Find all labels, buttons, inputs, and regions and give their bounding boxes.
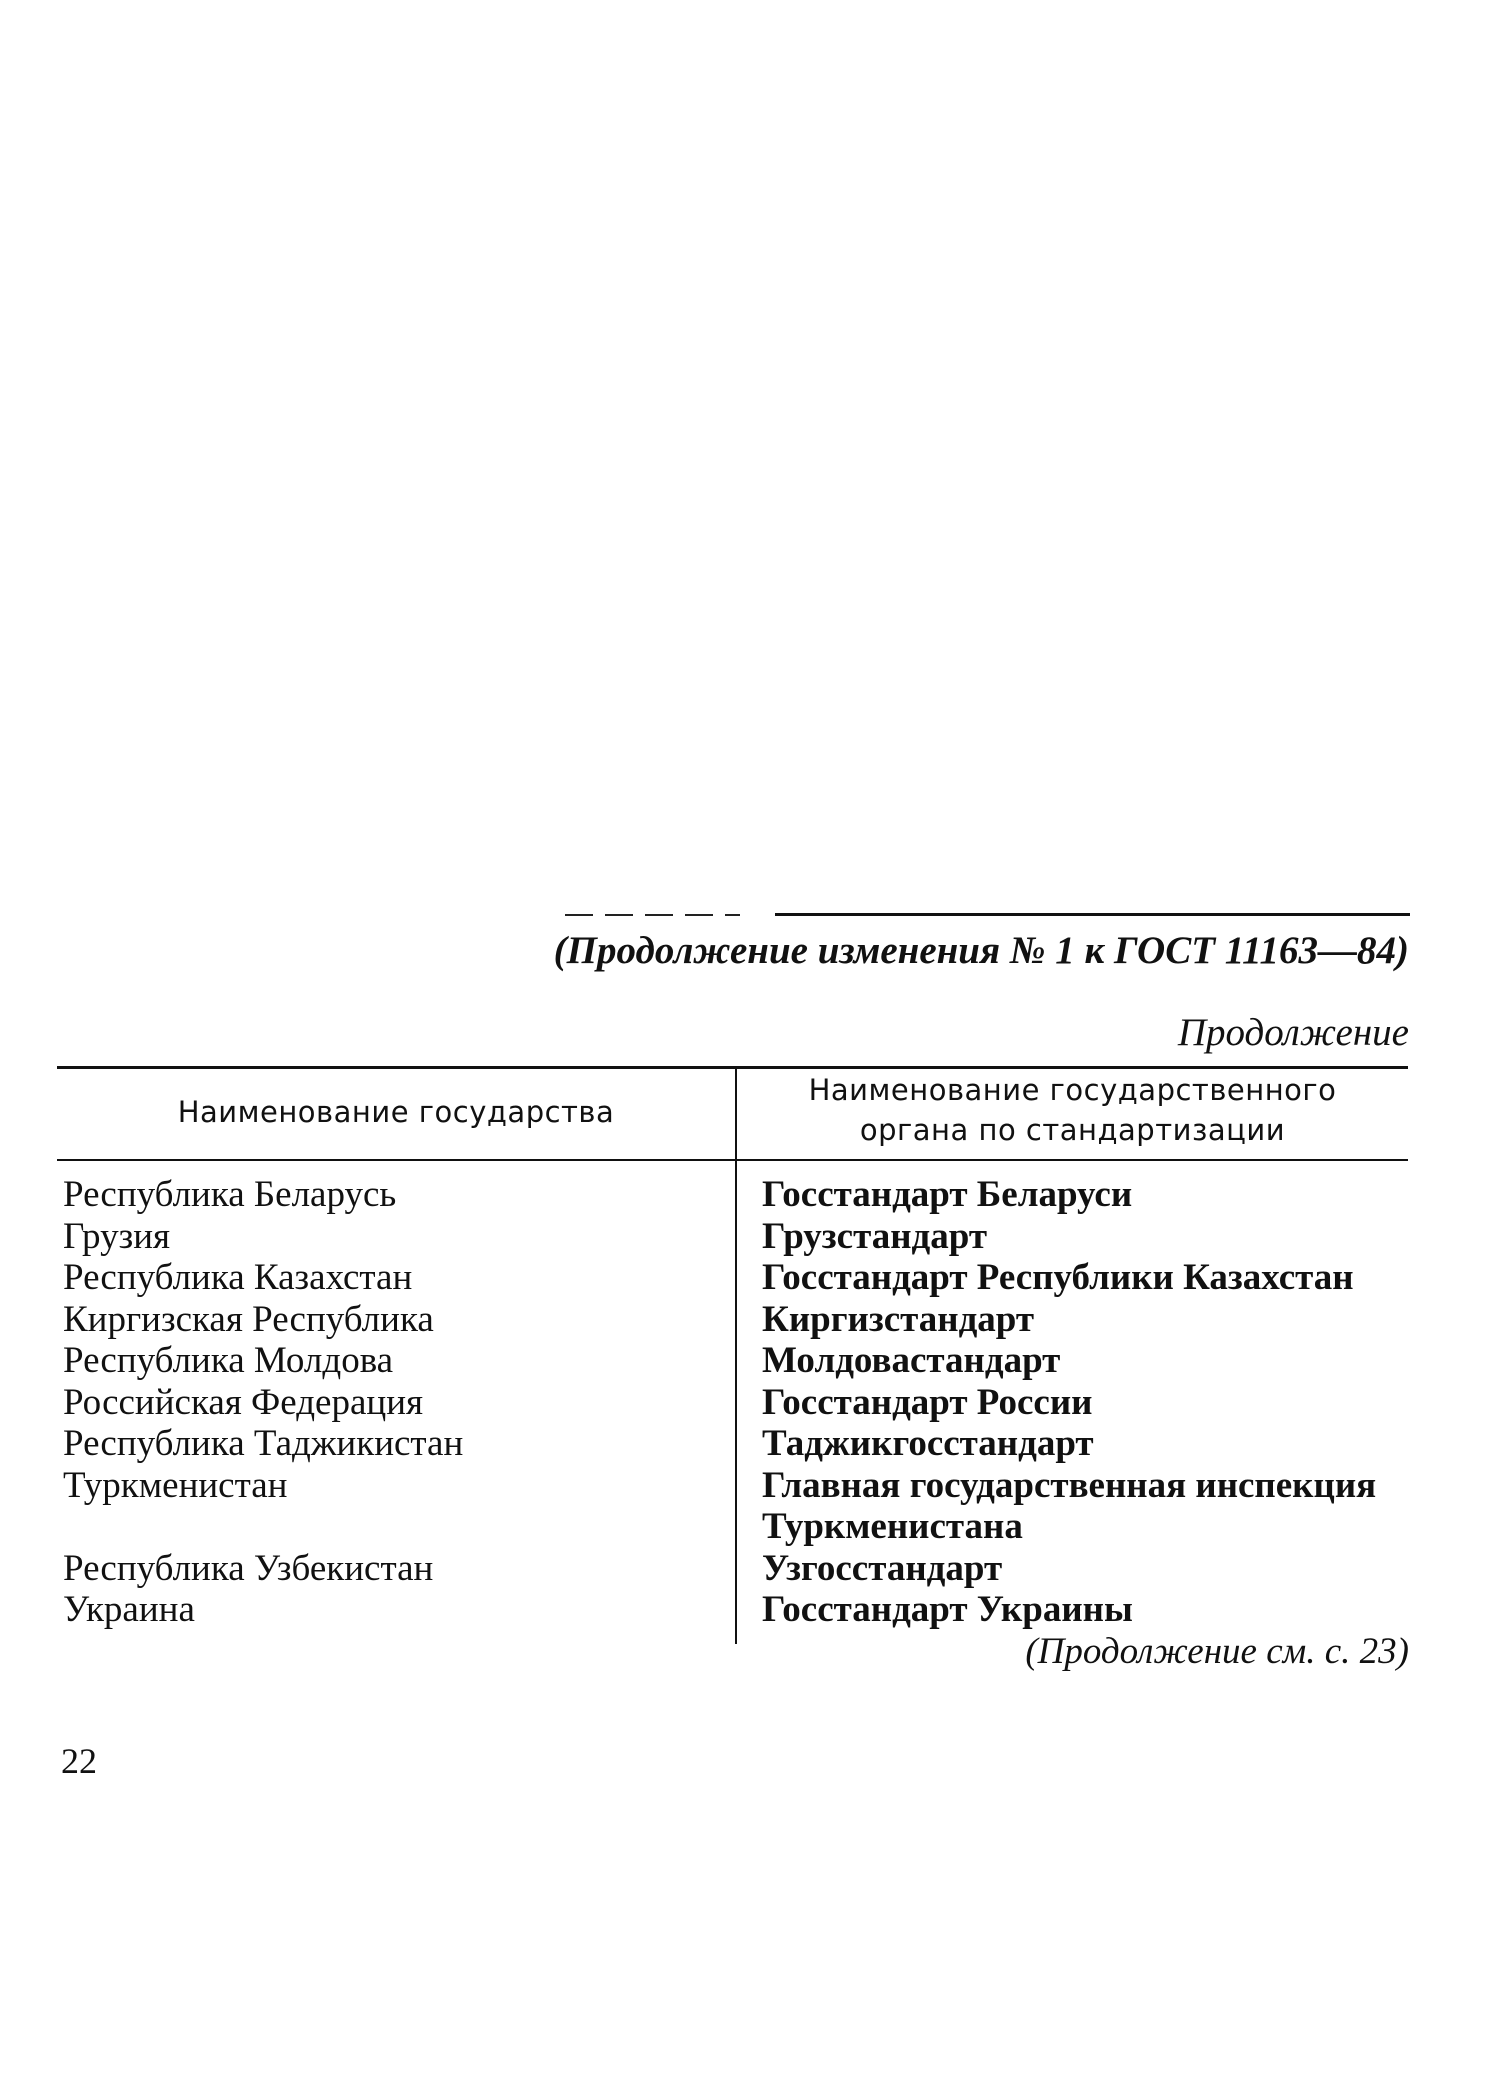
standards-body-column [762, 1174, 1412, 1631]
body-line: Госстандарт Украины [762, 1589, 1133, 1630]
body-line: Госстандарт Республики Казахстан [762, 1257, 1354, 1298]
body-line: Таджикгосстандарт [762, 1423, 1094, 1464]
state-cell: Украина [63, 1589, 195, 1630]
state-cell: Республика Таджикистан [63, 1423, 464, 1464]
body-cell [762, 1382, 1412, 1424]
state-cell: Российская Федерация [63, 1381, 424, 1423]
body-cell [762, 1548, 1412, 1590]
body-line: Главная государственная инспекция [762, 1464, 1377, 1506]
state-cell: Республика Узбекистан [63, 1547, 434, 1589]
table-column-divider [735, 1066, 737, 1644]
body-line: Узгосстандарт [762, 1547, 1003, 1589]
page-number: 22 [61, 1741, 97, 1781]
body-cell [762, 1216, 1412, 1258]
standards-bodies-table [57, 1066, 1408, 1644]
header-line: Наименование государственного [808, 1073, 1337, 1107]
body-cell [762, 1423, 1412, 1465]
header-standards-body [737, 1070, 1408, 1150]
header-line: Наименование государства [177, 1095, 615, 1129]
state-cell: Киргизская Республика [63, 1298, 434, 1340]
body-cell [762, 1174, 1412, 1216]
body-cell [762, 1257, 1412, 1299]
body-line: Госстандарт России [762, 1381, 1093, 1423]
continuation-reference: (Продолжение см. с. 23) [1025, 1631, 1409, 1672]
state-cell: Республика Молдова [63, 1340, 394, 1381]
body-line: Грузстандарт [762, 1215, 988, 1257]
header-rule [775, 913, 1410, 916]
state-cell: Республика Беларусь [63, 1174, 397, 1215]
header-line: органа по стандартизации [859, 1113, 1286, 1147]
body-cell [762, 1589, 1412, 1631]
body-cell [762, 1465, 1412, 1548]
body-line: Киргизстандарт [762, 1298, 1035, 1340]
body-line: Госстандарт Беларуси [762, 1174, 1133, 1215]
continuation-label: Продолжение [1177, 1011, 1409, 1054]
header-state-name [57, 1092, 735, 1132]
state-cell: Республика Казахстан [63, 1257, 413, 1298]
body-cell [762, 1340, 1412, 1382]
table-header-rule [57, 1159, 1408, 1161]
state-column [63, 1174, 723, 1631]
state-cell: Грузия [63, 1215, 171, 1257]
body-line: Туркменистана [762, 1506, 1023, 1547]
state-cell: Туркменистан [63, 1464, 288, 1506]
table-top-rule [57, 1066, 1408, 1069]
body-cell [762, 1299, 1412, 1341]
continuation-heading: (Продолжение изменения № 1 к ГОСТ 11163—84) [553, 929, 1409, 972]
body-line: Молдовастандарт [762, 1340, 1061, 1381]
header-dashed-rule [565, 914, 740, 916]
